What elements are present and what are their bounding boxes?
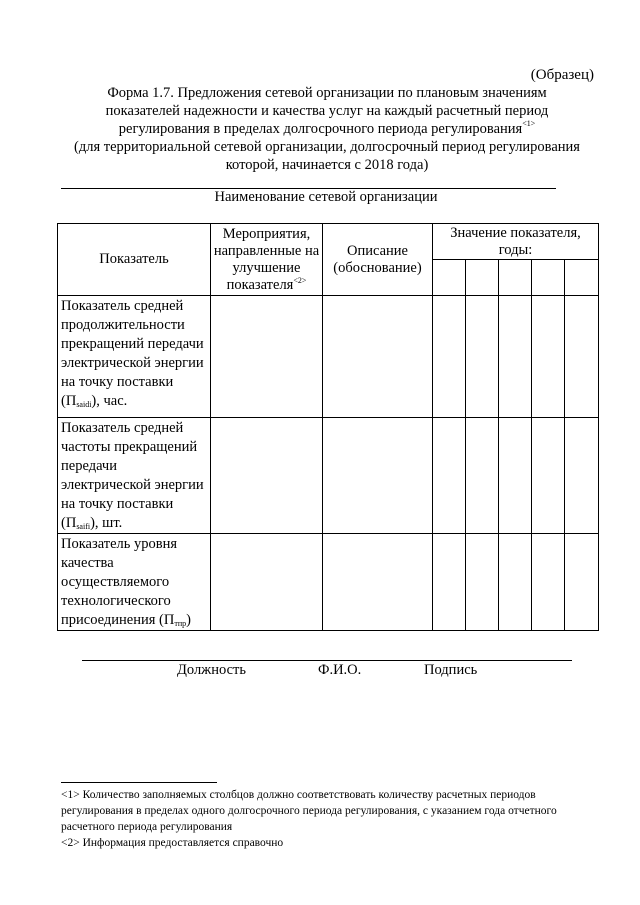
- value-cell[interactable]: [433, 418, 466, 534]
- position-label: Должность: [177, 662, 246, 678]
- table-row: [58, 418, 599, 534]
- footnote-1: <1> Количество заполняемых столбцов должно соответствовать количеству расчетных периодов регулирования в пределах одного долгосрочного периода регулирования, с указанием года отчетного расчетного периода регулирования: [61, 789, 557, 833]
- description-cell[interactable]: [323, 534, 433, 631]
- value-cell[interactable]: [565, 534, 599, 631]
- value-cell[interactable]: [532, 534, 565, 631]
- sample-label: (Образец): [530, 67, 594, 83]
- value-cell[interactable]: [433, 534, 466, 631]
- header-measures: [211, 224, 323, 296]
- value-cell[interactable]: [466, 296, 499, 418]
- footnote-ref-1: <1>: [522, 119, 536, 128]
- form-title: [40, 84, 614, 174]
- indicator-text: Показатель уровня качества осуществляемого технологического присоединения (П: [61, 536, 178, 628]
- name-label: Ф.И.О.: [318, 662, 362, 678]
- indicator-suffix: ): [186, 612, 191, 628]
- indicator-suffix: ), шт.: [90, 515, 123, 531]
- indicators-table: [57, 223, 599, 631]
- indicator-cell: [58, 296, 211, 418]
- org-name-label: Наименование сетевой организации: [214, 189, 438, 205]
- header-indicator: Показатель: [58, 224, 211, 296]
- measures-cell[interactable]: [211, 534, 323, 631]
- value-cell[interactable]: [466, 418, 499, 534]
- indicator-cell: [58, 534, 211, 631]
- value-cell[interactable]: [532, 418, 565, 534]
- indicator-text: Показатель средней продолжительности прекращений передачи электрической энергии на точку поставки (П: [61, 298, 204, 409]
- indicator-cell: [58, 418, 211, 534]
- table-row: [58, 534, 599, 631]
- value-cell[interactable]: [499, 296, 532, 418]
- year-cell[interactable]: [565, 260, 599, 296]
- measures-cell[interactable]: [211, 418, 323, 534]
- year-cell[interactable]: [466, 260, 499, 296]
- indicator-suffix: ), час.: [91, 393, 128, 409]
- indicator-subscript: тпр: [174, 619, 187, 628]
- description-cell[interactable]: [323, 418, 433, 534]
- value-cell[interactable]: [565, 418, 599, 534]
- year-cell[interactable]: [433, 260, 466, 296]
- title-line-3-text: регулирования в пределах долгосрочного периода регулирования: [118, 121, 523, 137]
- title-line-2: показателей надежности и качества услуг на каждый расчетный период: [105, 103, 549, 119]
- description-cell[interactable]: [323, 296, 433, 418]
- title-line-5: которой, начинается с 2018 года): [225, 157, 429, 173]
- value-cell[interactable]: [532, 296, 565, 418]
- measures-cell[interactable]: [211, 296, 323, 418]
- header-description: Описание (обоснование): [323, 224, 433, 296]
- signature-label: Подпись: [424, 662, 478, 678]
- indicator-subscript: saidi: [76, 400, 92, 409]
- footnote-ref-2: <2>: [293, 275, 307, 285]
- title-line-1: Форма 1.7. Предложения сетевой организации по плановым значениям: [107, 85, 547, 101]
- year-cell[interactable]: [499, 260, 532, 296]
- value-cell[interactable]: [565, 296, 599, 418]
- value-cell[interactable]: [499, 418, 532, 534]
- table-row: [58, 296, 599, 418]
- indicator-subscript: saifi: [76, 522, 91, 531]
- signature-line: [82, 660, 572, 661]
- footnote-2: <2> Информация предоставляется справочно: [61, 837, 284, 849]
- footnote-separator: [61, 782, 217, 783]
- header-values: Значение показателя, годы:: [433, 224, 599, 260]
- header-measures-text: Мероприятия, направленные на улучшение показателя: [213, 225, 320, 293]
- value-cell[interactable]: [499, 534, 532, 631]
- value-cell[interactable]: [466, 534, 499, 631]
- title-line-4: (для территориальной сетевой организации, долгосрочный период регулирования: [74, 139, 580, 155]
- year-cell[interactable]: [532, 260, 565, 296]
- title-line-3: [40, 120, 614, 138]
- footnotes: [61, 787, 606, 851]
- indicator-text: Показатель средней частоты прекращений передачи электрической энергии на точку поставки (П: [61, 420, 204, 531]
- value-cell[interactable]: [433, 296, 466, 418]
